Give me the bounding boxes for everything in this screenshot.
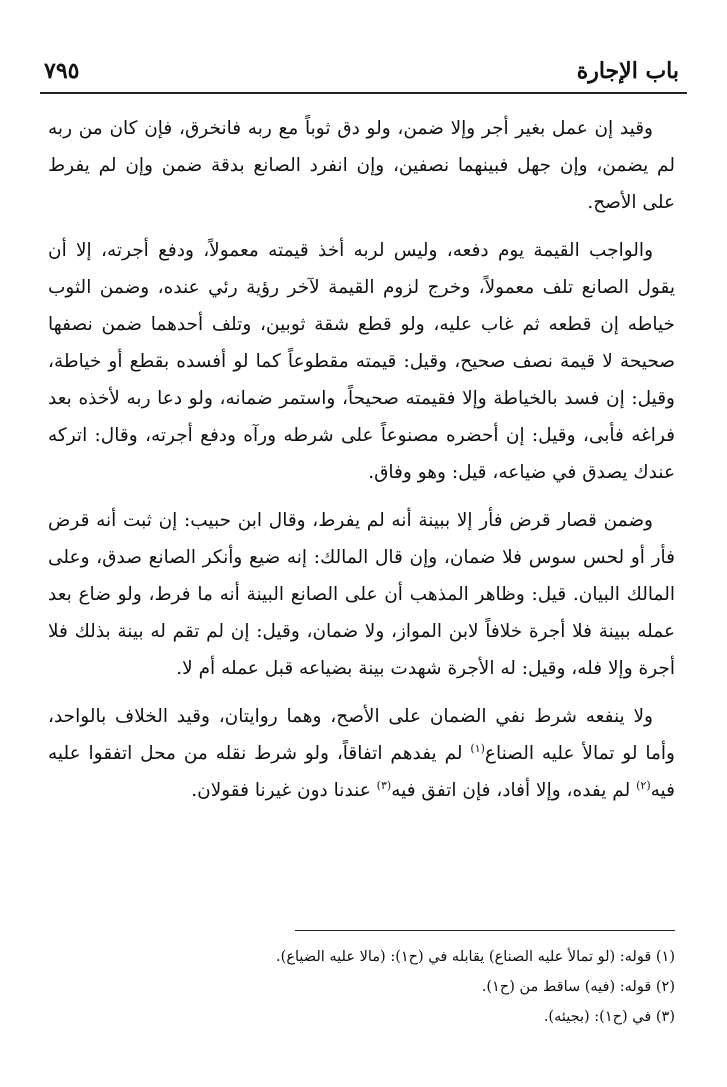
paragraph: والواجب القيمة يوم دفعه، وليس لربه أخذ قيمته معمولاً، ودفع أجرته، إلا أن يقول الصانع تلف معمولاً، وخرج لزوم القيمة لآخر رؤية رئي عنده، وضمن الثوب خياطه إن قطعه ثم غاب عليه، ولو قطع شقة ثوبين، وتلف أحدهما ضمن نصفها صحيحة لا قيمة نصف صحيح، وقيل: قيمته مقطوعاً كما لو أفسده بقطع أو خياطة، وقيل: إن فسد بالخياطة وإلا فقيمته صحيحاً، واستمر ضمانه، ولو دعا ربه لأخذه بعد فراغه فأبى، وقيل: إن أحضره مصنوعاً على شرطه ورآه ودفع أجرته، وقال: اتركه عندك يصدق في ضياعه، قيل: وهو وفاق. [48, 240, 675, 483]
footnote-ref[interactable]: (٢) [636, 778, 651, 792]
paragraph: وضمن قصار قرض فأر إلا ببينة أنه لم يفرط، وقال ابن حبيب: إن ثبت أنه قرض فأر أو لحس سوس فلا ضمان، وإن قال المالك: إنه ضيع وأنكر الصانع صدق، وعلى المالك البيان. قيل: وظاهر المذهب أن على الصانع البينة أنه ما فرط، ولو ضاع بعد عمله ببينة فلا أجرة خلافاً لابن المواز، ولا ضمان، وقيل: إن لم تقم له بينة بذلك فلا أجرة وإلا فله، وقيل: له الأجرة شهدت بينة بضياعه قبل عمله أم لا. [48, 510, 675, 679]
paragraph-text: عندنا دون غيرنا فقولان. [191, 780, 377, 801]
footnote-ref[interactable]: (١) [470, 741, 485, 755]
chapter-title: باب الإجارة [576, 58, 679, 84]
footnote: (٣) في (ح١): (بجيئه). [543, 1009, 675, 1025]
running-header [40, 52, 687, 94]
footnotes [48, 942, 675, 1032]
footnote-divider [295, 930, 675, 931]
main-text [48, 110, 675, 820]
footnote-ref[interactable]: (٣) [376, 778, 392, 792]
paragraph: وقيد إن عمل بغير أجر وإلا ضمن، ولو دق ثوباً مع ربه فانخرق، فإن كان من ربه لم يضمن، وإن جهل فبينهما نصفين، وإن انفرد الصانع بدقة ضمن وإن لم يفرط على الأصح. [48, 118, 675, 213]
paragraph-text: لم يفدهم اتفاقاً، ولو شرط نقله من محل اتفقوا عليه فيه [48, 743, 675, 801]
footnote: (١) قوله: (لو تمالأ عليه الصناع) يقابله في (ح١): (مالا عليه الضياع). [276, 949, 675, 965]
paragraph-text: لم يفده، وإلا أفاد، فإن اتفق فيه [391, 780, 637, 801]
paragraph [48, 698, 675, 809]
page-number: ٧٩٥ [44, 58, 80, 84]
paragraph-text: ولا ينفعه شرط نفي الضمان على الأصح، وهما روايتان، وقيد الخلاف بالواحد، وأما لو تمالأ عليه الصناع [48, 706, 675, 764]
footnote: (٢) قوله: (فيه) ساقط من (ح١). [481, 979, 675, 995]
